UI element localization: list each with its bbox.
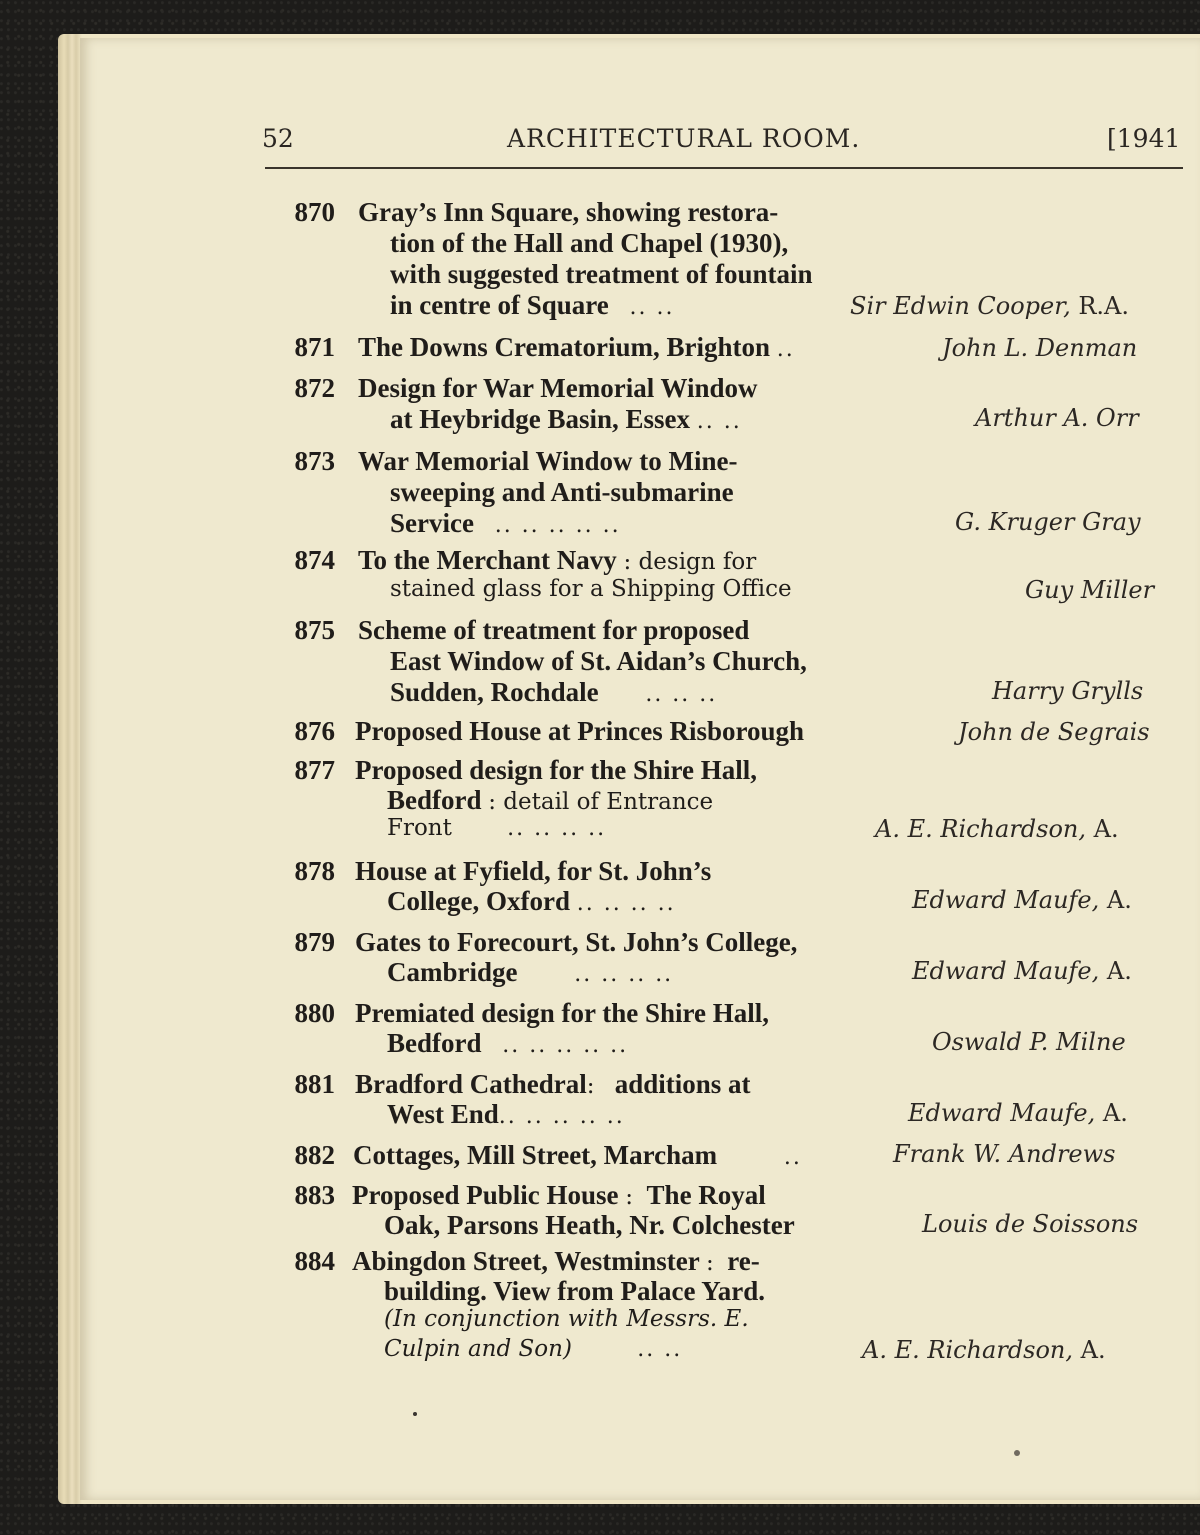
running-year: [1941 [1107,124,1181,153]
entry-number: 872 [294,373,335,403]
entry-author: Frank W. Andrews [893,1140,1116,1168]
entry-title-line: Gray’s Inn Square, showing restora- [358,197,779,227]
leader-dots: .. [776,337,795,362]
entry-author: A. E. Richardson, A. [862,1336,1106,1364]
running-header [262,118,1182,166]
entry-title-line: Bedford .. .. .. .. .. [387,1028,629,1058]
leader-dots: .. [783,1145,802,1170]
entry-title-line: East Window of St. Aidan’s Church, [390,646,807,676]
leader-dots: .. .. .. .. [574,962,674,987]
entry-title-line: with suggested treatment of fountain [390,259,813,289]
entry-number: 882 [294,1140,335,1170]
entry-title-line: Service .. .. .. .. .. [390,508,621,538]
entry-author: Guy Miller [1025,576,1155,604]
entry-title-line: House at Fyfield, for St. John’s [355,856,712,886]
entry-number: 871 [294,332,335,362]
leader-dots: .. .. .. .. [576,891,676,916]
entry-title-line: tion of the Hall and Chapel (1930), [390,228,789,258]
entry-title-line: Bedford : detail of Entrance [387,785,714,815]
entry-number: 870 [294,197,335,227]
entry-title-line: Bradford Cathedral: additions at [355,1069,751,1099]
entry-title-line: stained glass for a Shipping Office [390,576,792,602]
entry-title-line: Design for War Memorial Window [358,373,758,403]
entry-author: John de Segrais [958,718,1150,746]
entry-author: John L. Denman [942,334,1138,362]
entry-title-line: College, Oxford .. .. .. .. [387,886,676,916]
entry-title-line: sweeping and Anti-submarine [390,477,734,507]
entry-number: 877 [294,755,335,785]
entry-title-line: Proposed Public House : The Royal [352,1180,766,1210]
leader-dots: .. .. [696,409,742,434]
entry-title-line: Scheme of treatment for proposed [358,615,750,645]
entry-author: Louis de Soissons [922,1210,1139,1238]
page-number: 52 [262,124,294,153]
entry-author: A. E. Richardson, A. [875,815,1119,843]
entry-author: Sir Edwin Cooper, R.A. [850,292,1130,320]
entry-title-line: Front .. .. .. .. [387,815,607,841]
entry-author: Harry Grylls [992,677,1144,705]
entry-title-line: West End.. .. .. .. .. [387,1099,625,1129]
entry-number: 883 [294,1180,335,1210]
leader-dots: .. .. [637,1337,683,1362]
leader-dots: .. .. .. .. .. [494,513,621,538]
entry-title-line: building. View from Palace Yard. [384,1276,766,1306]
entry-title-line: Proposed House at Princes Risborough [355,716,805,746]
entry-number: 873 [294,446,335,476]
entry-title-line: Gates to Forecourt, St. John’s College, [355,927,798,957]
entry-number: 880 [294,998,335,1028]
paper-speck [1014,1450,1020,1456]
entry-title-line: Oak, Parsons Heath, Nr. Colchester [384,1210,795,1240]
entry-title-line: Cambridge .. .. .. .. [387,957,674,987]
entry-number: 879 [294,927,335,957]
entry-number: 878 [294,856,335,886]
entry-title-line: War Memorial Window to Mine- [358,446,738,476]
leader-dots: .. .. .. .. [507,816,607,841]
entry-author: Oswald P. Milne [932,1028,1126,1056]
entry-title-line: in centre of Square .. .. [390,290,675,320]
entry-title-line: Premiated design for the Shire Hall, [355,998,769,1028]
leader-dots: .. .. [629,295,675,320]
entry-title-line: The Downs Crematorium, Brighton .. [358,332,795,362]
entry-number: 881 [294,1069,335,1099]
entry-title-line: Cottages, Mill Street, Marcham .. [353,1140,802,1170]
header-rule [265,167,1183,169]
entry-number: 875 [294,615,335,645]
leader-dots: .. .. .. [645,682,718,707]
entry-title-line: Sudden, Rochdale .. .. .. [390,677,718,707]
entry-number: 884 [294,1246,335,1276]
paper-speck [413,1412,417,1416]
entry-author: G. Kruger Gray [955,508,1141,536]
entry-number: 876 [294,716,335,746]
running-title: ARCHITECTURAL ROOM. [507,124,861,153]
entry-title-line: Culpin and Son) .. .. [384,1336,683,1362]
entry-title-line: Abingdon Street, Westminster : re- [352,1246,760,1276]
entry-title-line: To the Merchant Navy : design for [358,545,757,575]
entry-title-line: Proposed design for the Shire Hall, [355,755,758,785]
entry-title-line: at Heybridge Basin, Essex .. .. [390,404,742,434]
entry-number: 874 [294,545,335,575]
entry-author: Edward Maufe, A. [912,886,1132,914]
entry-author: Arthur A. Orr [975,404,1139,432]
entry-author: Edward Maufe, A. [912,957,1132,985]
leader-dots: .. .. .. .. .. [498,1104,625,1129]
entry-author: Edward Maufe, A. [908,1099,1128,1127]
leader-dots: .. .. .. .. .. [502,1033,629,1058]
entry-title-line: (In conjunction with Messrs. E. [384,1306,749,1332]
